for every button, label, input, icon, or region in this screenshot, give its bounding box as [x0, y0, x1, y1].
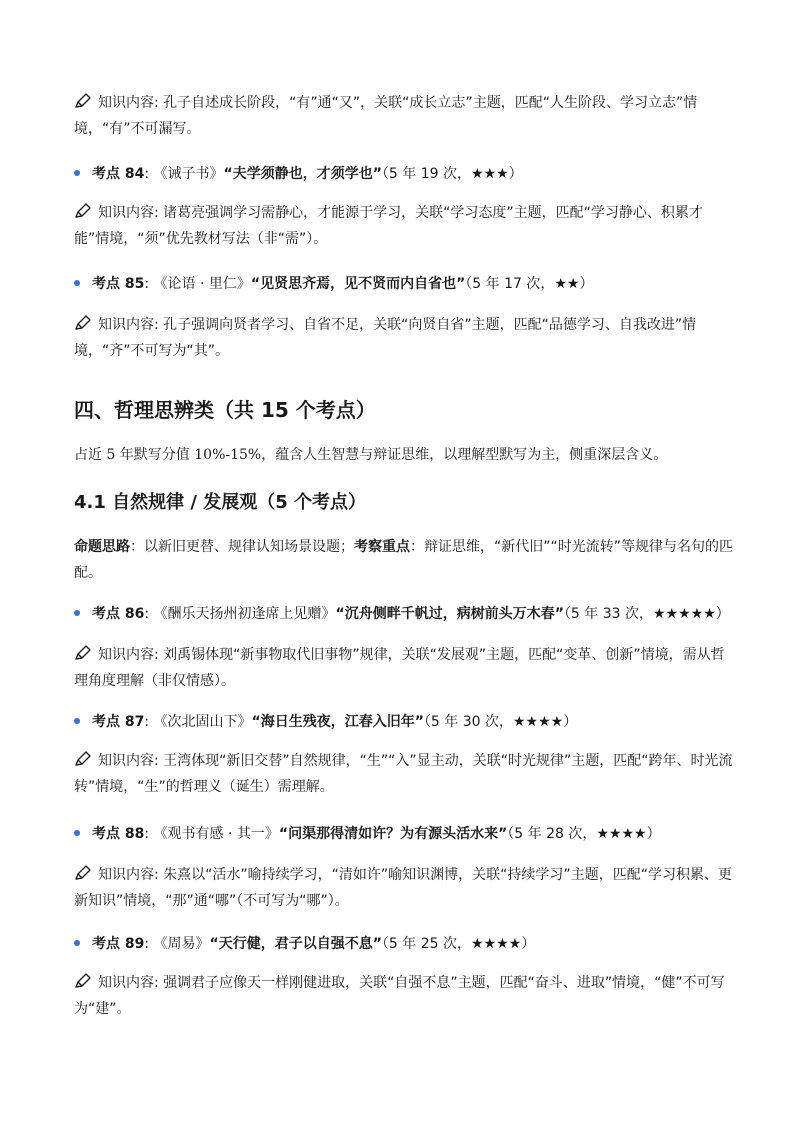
- knowledge-note: 知识内容: 孔子强调向贤者学习、自省不足，关联“向贤自省”主题，匹配“品德学习、自我改进”情境，“齐”不可写为“其”。: [74, 312, 734, 364]
- source-title: 《观书有感 · 其一》: [153, 826, 279, 842]
- pencil-icon: [74, 864, 92, 880]
- note-label: 知识内容: [98, 867, 154, 883]
- quote-text: “海日生残夜，江春入旧年”: [251, 714, 424, 730]
- kaodian-item: 考点 84: 《诫子书》“夫学须静也，才须学也”（5 年 19 次，★★★）: [74, 164, 734, 184]
- pencil-icon: [74, 644, 92, 660]
- note-label: 知识内容: [98, 95, 154, 111]
- frequency-meta: （5 年 30 次，★★★★）: [423, 714, 578, 730]
- note-text: 孔子强调向贤者学习、自省不足，关联“向贤自省”主题，匹配“品德学习、自我改进”情境，“齐”不可写为“其”。: [74, 317, 697, 359]
- frequency-meta: （5 年 17 次，★★）: [465, 276, 594, 292]
- note-label: 知识内容: [98, 647, 154, 663]
- kaodian-item: 考点 89: 《周易》“天行健，君子以自强不息”（5 年 25 次，★★★★）: [74, 934, 734, 954]
- kaodian-item: 考点 87: 《次北固山下》“海日生残夜，江春入旧年”（5 年 30 次，★★★★）: [74, 712, 734, 732]
- note-label: 知识内容: [98, 753, 154, 769]
- note-label: 知识内容: [98, 205, 154, 221]
- pencil-icon: [74, 92, 92, 108]
- focus-text: ：辩证思维，“新代旧”“时光流转”等规律与名句的匹配。: [74, 539, 734, 581]
- note-label: 知识内容: [98, 317, 154, 333]
- note-text: 王湾体现“新旧交替”自然规律，“生”“入”显主动，关联“时光规律”主题，匹配“跨年、时光流转”情境，“生”的哲理义（诞生）需理解。: [74, 753, 733, 795]
- bullet-dot: [74, 830, 80, 836]
- idea-label: 命题思路: [74, 539, 130, 555]
- frequency-meta: （5 年 28 次，★★★★）: [507, 826, 661, 842]
- frequency-meta: （5 年 33 次，★★★★★）: [563, 606, 730, 622]
- pencil-icon: [74, 972, 92, 988]
- idea-text: ：以新旧更替、规律认知场景设题；: [130, 539, 354, 555]
- quote-text: “见贤思齐焉，见不贤而内自省也”: [250, 276, 466, 292]
- kaodian-number: 考点 84: [92, 166, 145, 182]
- section-heading: 四、哲理思辨类（共 15 个考点）: [74, 398, 376, 422]
- knowledge-note: 知识内容: 诸葛亮强调学习需静心，才能源于学习，关联“学习态度”主题，匹配“学习静心、积累才能”情境，“须”优先教材写法（非“需”）。: [74, 200, 734, 252]
- quote-text: “沉舟侧畔千帆过，病树前头万木春”: [335, 606, 564, 622]
- knowledge-note: 知识内容: 王湾体现“新旧交替”自然规律，“生”“入”显主动，关联“时光规律”主题，匹配“跨年、时光流转”情境，“生”的哲理义（诞生）需理解。: [74, 748, 734, 800]
- source-title: 《酬乐天扬州初逢席上见赠》: [153, 606, 336, 622]
- note-label: 知识内容: [98, 975, 154, 991]
- kaodian-number: 考点 85: [92, 276, 145, 292]
- kaodian-item: 考点 85: 《论语 · 里仁》“见贤思齐焉，见不贤而内自省也”（5 年 17 次，★★）: [74, 274, 734, 294]
- bullet-dot: [74, 940, 80, 946]
- bullet-dot: [74, 610, 80, 616]
- pencil-icon: [74, 202, 92, 218]
- knowledge-note: 知识内容: 朱熹以“活水”喻持续学习，“清如许”喻知识渊博，关联“持续学习”主题，匹配“学习积累、更新知识”情境，“那”通“哪”（不可写为“哪”）。: [74, 862, 734, 914]
- kaodian-item: 考点 86: 《酬乐天扬州初逢席上见赠》“沉舟侧畔千帆过，病树前头万木春”（5 年 33 次，★★★★★）: [74, 604, 734, 624]
- note-text: 孔子自述成长阶段，“有”通“又”，关联“成长立志”主题，匹配“人生阶段、学习立志”情境，“有”不可漏写。: [74, 95, 698, 137]
- source-title: 《次北固山下》: [153, 714, 252, 730]
- frequency-meta: （5 年 25 次，★★★★）: [381, 936, 536, 952]
- kaodian-item: 考点 88: 《观书有感 · 其一》“问渠那得清如许？为有源头活水来”（5 年 28 次，★★★★）: [74, 824, 734, 844]
- kaodian-number: 考点 86: [92, 606, 145, 622]
- bullet-dot: [74, 170, 80, 176]
- section-intro: 占近 5 年默写分值 10%-15%，蕴含人生智慧与辩证思维，以理解型默写为主，侧重深层含义。: [74, 447, 668, 463]
- bullet-dot: [74, 718, 80, 724]
- pencil-icon: [74, 314, 92, 330]
- kaodian-number: 考点 88: [92, 826, 145, 842]
- subsection-heading: 4.1 自然规律 / 发展观（5 个考点）: [74, 492, 367, 513]
- subsection-description: [74, 534, 734, 586]
- frequency-meta: （5 年 19 次，★★★）: [381, 166, 523, 182]
- knowledge-note: 知识内容: 刘禹锡体现“新事物取代旧事物”规律，关联“发展观”主题，匹配“变革、创新”情境，需从哲理角度理解（非仅情感）。: [74, 642, 734, 694]
- source-title: 《周易》: [153, 936, 210, 952]
- note-text: 朱熹以“活水”喻持续学习，“清如许”喻知识渊博，关联“持续学习”主题，匹配“学习积累、更新知识”情境，“那”通“哪”（不可写为“哪”）。: [74, 867, 732, 909]
- pencil-icon: [74, 750, 92, 766]
- kaodian-number: 考点 87: [92, 714, 145, 730]
- quote-text: “天行健，君子以自强不息”: [209, 936, 382, 952]
- quote-text: “问渠那得清如许？为有源头活水来”: [278, 826, 508, 842]
- bullet-dot: [74, 280, 80, 286]
- kaodian-number: 考点 89: [92, 936, 145, 952]
- knowledge-note: 知识内容: 强调君子应像天一样刚健进取，关联“自强不息”主题，匹配“奋斗、进取”情境，“健”不可写为“建”。: [74, 970, 734, 1022]
- source-title: 《诫子书》: [153, 166, 224, 182]
- knowledge-note: 知识内容: 孔子自述成长阶段，“有”通“又”，关联“成长立志”主题，匹配“人生阶段、学习立志”情境，“有”不可漏写。: [74, 90, 734, 142]
- source-title: 《论语 · 里仁》: [153, 276, 251, 292]
- note-text: 诸葛亮强调学习需静心，才能源于学习，关联“学习态度”主题，匹配“学习静心、积累才能”情境，“须”优先教材写法（非“需”）。: [74, 205, 703, 247]
- note-text: 强调君子应像天一样刚健进取，关联“自强不息”主题，匹配“奋斗、进取”情境，“健”不可写为“建”。: [74, 975, 725, 1017]
- focus-label: 考察重点: [354, 539, 410, 555]
- note-text: 刘禹锡体现“新事物取代旧事物”规律，关联“发展观”主题，匹配“变革、创新”情境，需从哲理角度理解（非仅情感）。: [74, 647, 725, 689]
- quote-text: “夫学须静也，才须学也”: [223, 166, 382, 182]
